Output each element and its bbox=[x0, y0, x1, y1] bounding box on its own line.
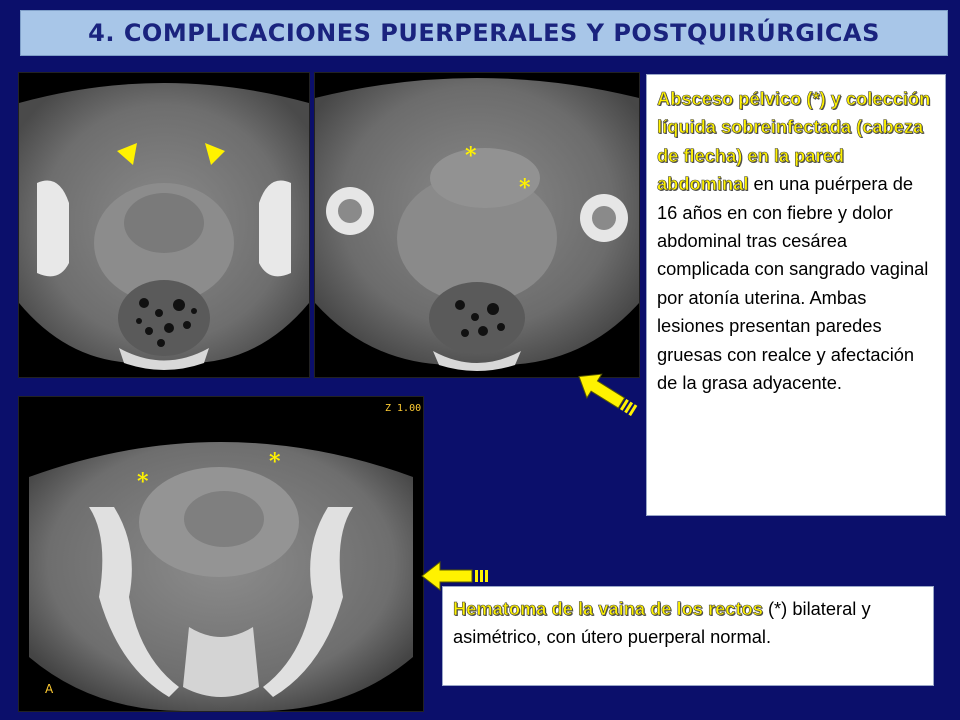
ct-scan-bottom-image bbox=[19, 397, 423, 711]
orientation-label: A bbox=[45, 682, 54, 696]
caption-abscess bbox=[657, 85, 935, 397]
caption-box-hematoma bbox=[442, 586, 934, 686]
caption-abscess-text: en una puérpera de 16 años en con fiebre y dolor abdominal tras cesárea complicada con sangrado vaginal por atonía uterina. Ambas lesiones presentan paredes gruesas con realce y afectación de la grasa adyacente. bbox=[657, 173, 929, 394]
slide-title-bar bbox=[20, 10, 948, 56]
asterisk-marker: * bbox=[137, 469, 149, 495]
pointer-arrow-diagonal bbox=[572, 372, 642, 416]
caption-abscess-highlight: Absceso pélvico (*) y colección líquida sobreinfectada (cabeza de flecha) en la pared abdominal bbox=[657, 88, 931, 195]
ct-scan-bottom bbox=[18, 396, 424, 712]
slide-title: 4. COMPLICACIONES PUERPERALES Y POSTQUIRÚRGICAS bbox=[88, 19, 880, 47]
zoom-label: Z 1.00 bbox=[385, 403, 422, 414]
caption-hematoma-text: bilateral y asimétrico, con útero puerperal normal. bbox=[453, 598, 871, 647]
asterisk-marker: * bbox=[519, 175, 531, 201]
ct-scan-top-left-image bbox=[19, 73, 309, 377]
caption-hematoma-highlight: Hematoma de la vaina de los rectos bbox=[453, 598, 763, 619]
asterisk-marker: * bbox=[465, 143, 477, 169]
caption-hematoma bbox=[453, 595, 923, 651]
ct-scan-top-left bbox=[18, 72, 310, 378]
ct-scan-top-right bbox=[314, 72, 640, 378]
caption-hematoma-marker: (*) bbox=[762, 598, 793, 619]
asterisk-marker: * bbox=[269, 449, 281, 475]
ct-scan-top-right-image bbox=[315, 73, 639, 377]
caption-box-abscess bbox=[646, 74, 946, 516]
